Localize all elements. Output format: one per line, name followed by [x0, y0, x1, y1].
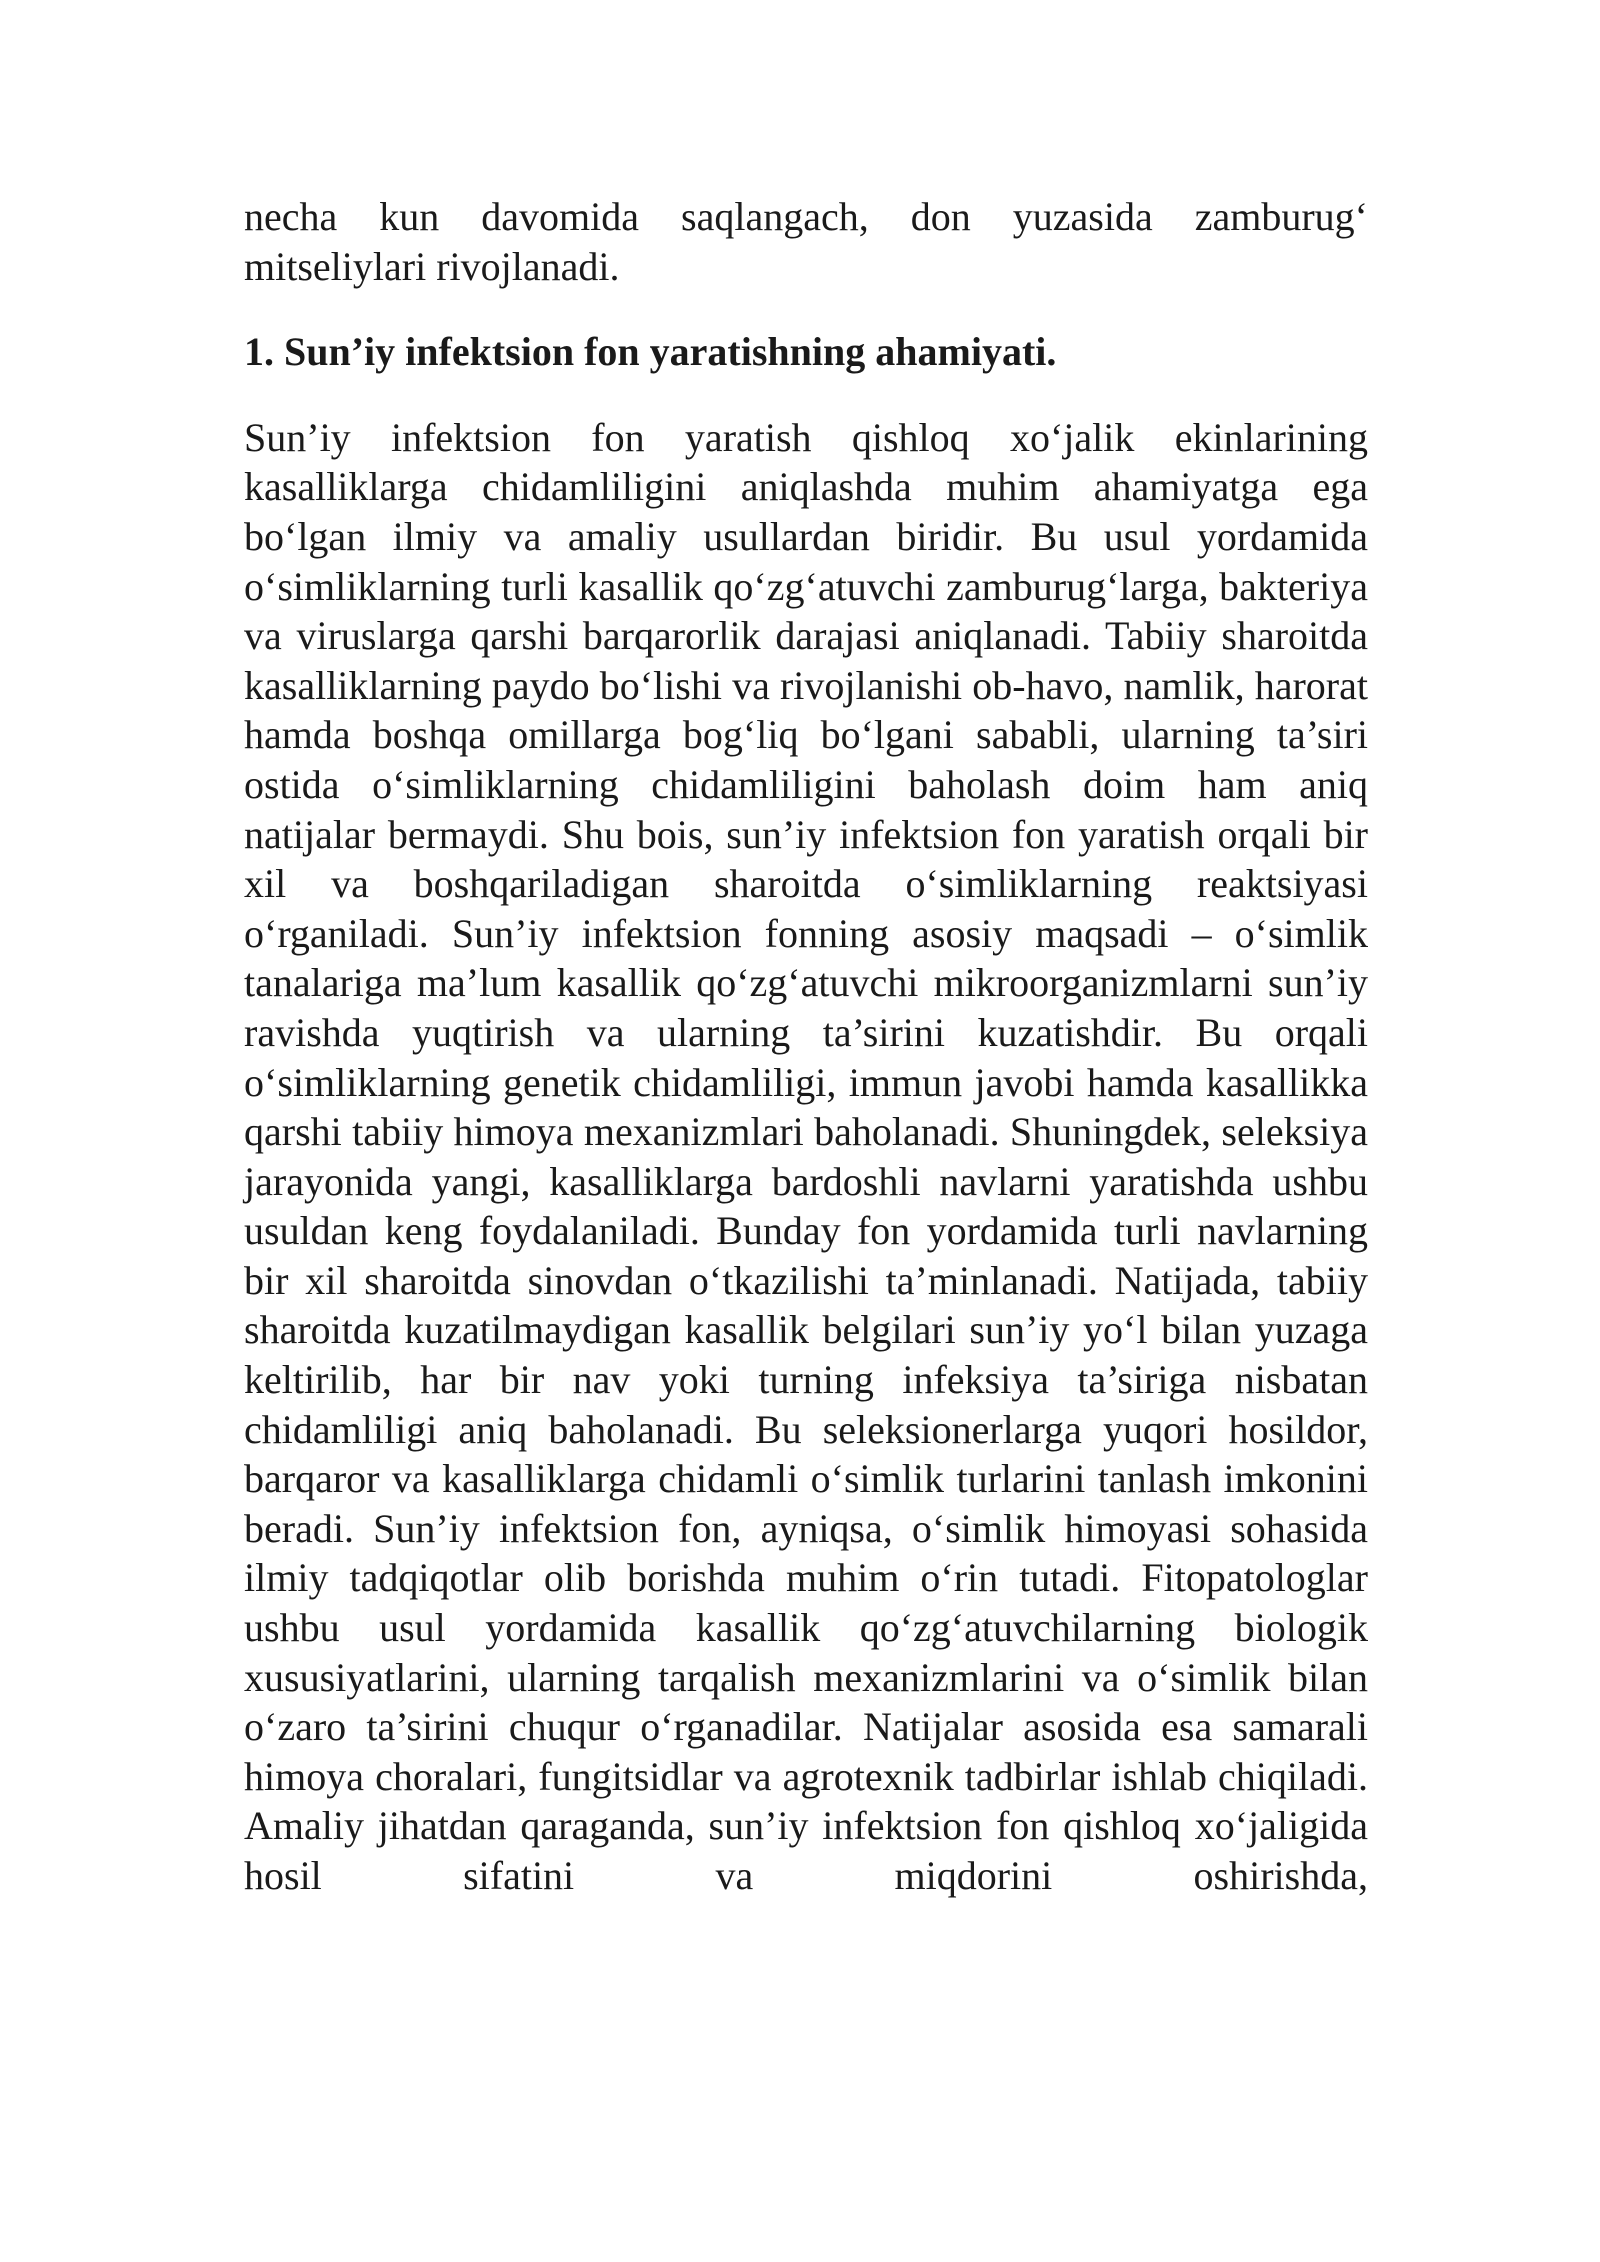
- opening-paragraph: necha kun davomida saqlangach, don yuzasida zamburug‘ mitseliylari rivojlanadi.: [244, 194, 1368, 289]
- section-heading: 1. Sun’iy infektsion fon yaratishning ahamiyati.: [244, 329, 1057, 375]
- page-content: [244, 192, 1368, 1901]
- body-paragraph: Sun’iy infektsion fon yaratish qishloq xo‘jalik ekinlarining kasalliklarga chidamliligini aniqlashda muhim ahamiyatga ega bo‘lgan ilmiy va amaliy usullardan biridir. Bu usul yordamida o‘simliklarning turli kasallik qo‘zg‘atuvchi zamburug‘larga, bakteriya va viruslarga qarshi barqarorlik darajasi aniqlanadi. Tabiiy sharoitda kasalliklarning paydo bo‘lishi va rivojlanishi ob-havo, namlik, harorat hamda boshqa omillarga bog‘liq bo‘lgani sababli, ularning ta’siri ostida o‘simliklarning chidamliligini baholash doim ham aniq natijalar bermaydi. Shu bois, sun’iy infektsion fon yaratish orqali bir xil va boshqariladigan sharoitda o‘simliklarning reaktsiyasi o‘rganiladi. Sun’iy infektsion fonning asosiy maqsadi – o‘simlik tanalariga ma’lum kasallik qo‘zg‘atuvchi mikroorganizmlarni sun’iy ravishda yuqtirish va ularning ta’sirini kuzatishdir. Bu orqali o‘simliklarning genetik chidamliligi, immun javobi hamda kasallikka qarshi tabiiy himoya mexanizmlari baholanadi. Shuningdek, seleksiya jarayonida yangi, kasalliklarga bardoshli navlarni yaratishda ushbu usuldan keng foydalaniladi. Bunday fon yordamida turli navlarning bir xil sharoitda sinovdan o‘tkazilishi ta’minlanadi. Natijada, tabiiy sharoitda kuzatilmaydigan kasallik belgilari sun’iy yo‘l bilan yuzaga keltirilib, har bir nav yoki turning infeksiya ta’siriga nisbatan chidamliligi aniq baholanadi. Bu seleksionerlarga yuqori hosildor, barqaror va kasalliklarga chidamli o‘simlik turlarini tanlash imkonini beradi. Sun’iy infektsion fon, ayniqsa, o‘simlik himoyasi sohasida ilmiy tadqiqotlar olib borishda muhim o‘rin tutadi. Fitopatologlar ushbu usul yordamida kasallik qo‘zg‘atuvchilarning biologik xususiyatlarini, ularning tarqalish mexanizmlarini va o‘simlik bilan o‘zaro ta’sirini chuqur o‘rganadilar. Natijalar asosida esa samarali himoya choralari, fungitsidlar va agrotexnik tadbirlar ishlab chiqiladi. Amaliy jihatdan qaraganda, sun’iy infektsion fon qishloq xo‘jaligida hosil sifatini va miqdorini oshirishda,: [244, 414, 1368, 1898]
